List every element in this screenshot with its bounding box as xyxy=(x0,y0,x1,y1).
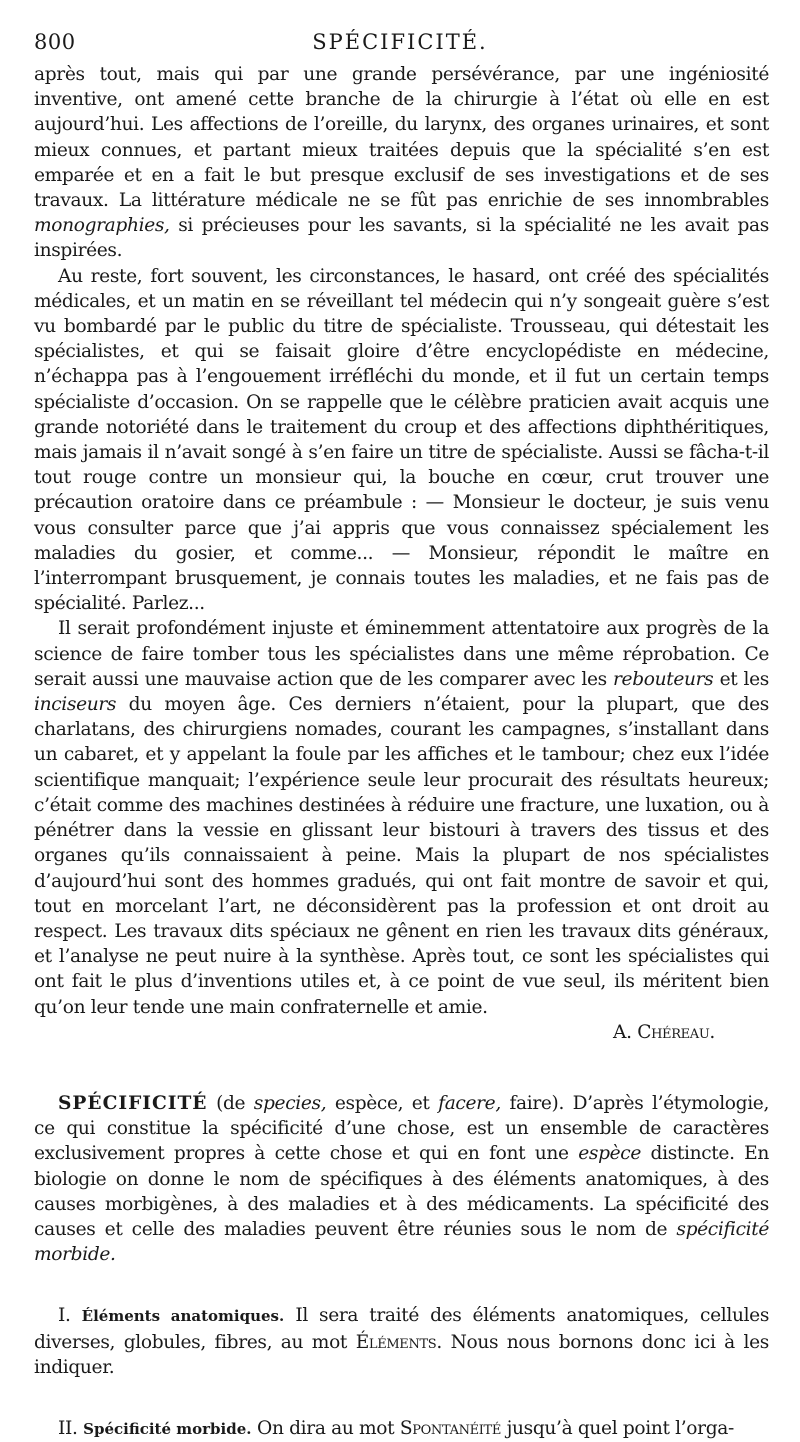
entry-paragraph xyxy=(34,1091,769,1267)
paragraph xyxy=(34,616,769,1019)
section-number: II. xyxy=(58,1417,78,1439)
spacer xyxy=(34,1380,769,1416)
paragraph-text: et les xyxy=(719,668,769,690)
paragraph-text: espèce, et xyxy=(334,1092,430,1114)
paragraph: Au reste, fort souvent, les circonstances, le hasard, ont créé des spécialités médicales, et un matin en se réveillant tel médecin qui n’y songeait guère s’est vu bombardé par le public du titre de spécialiste. Trousseau, qui détestait les spécialistes, et qui se faisait gloire d’être encyclopédiste en médecine, n’échappa pas à l’engouement irréfléchi du monde, et il fut un certain temps spécialiste d’occasion. On se rappelle que le célèbre praticien avait acquis une grande notoriété dans le traitement du croup et des affections diphthéritiques, mais jamais il n’avait songé à s’en faire un titre de spécialiste. Aussi se fâcha-t-il tout rouge contre un monsieur qui, la bouche en cœur, crut trouver une précaution oratoire dans ce préambule : — Monsieur le docteur, je suis venu vous consulter parce que j’ai appris que vous connaissez spécialement les maladies du gosier, et comme... — Monsieur, répondit le maître en l’interrompant brusquement, je connais toutes les maladies, et ne fais pas de spécialité. Parlez... xyxy=(34,265,769,615)
paragraph-text: faire). D’après l’étymologie, ce qui constitue la spécificité d’une chose, est un ensemble de caractères exclusivement propres à cette chose et qui en font une xyxy=(34,1092,770,1165)
italic-term: spécificité morbide. xyxy=(34,1218,770,1266)
running-title: SPÉCIFICITÉ. xyxy=(312,30,488,54)
italic-term: inciseurs xyxy=(34,694,117,716)
section-title: Spécificité morbide. xyxy=(83,1419,252,1438)
italic-term: espèce xyxy=(578,1143,641,1165)
cross-reference: Spontanéité xyxy=(399,1417,502,1439)
paragraph-text: distincte. En biologie on donne le nom de spécifiques à des éléments anatomiques, à des causes morbigènes, à des maladies et à des médicaments. La spécificité des causes et celle des maladies peuvent être réunies sous le nom de xyxy=(34,1143,770,1240)
paragraph-text: On dira au mot xyxy=(257,1417,395,1439)
paragraph-text: Il sera traité des éléments anatomiques, cellules diverses, globules, fibres, au mot xyxy=(34,1305,770,1353)
paragraph xyxy=(34,62,769,264)
author-signature xyxy=(34,1020,769,1045)
italic-term: monographies, xyxy=(34,215,170,237)
paragraph-text: après tout, mais qui par une grande persévérance, par une ingéniosité inventive, ont amené cette branche de la chirurgie à l’état où elle en est aujourd’hui. Les affections de l’oreille, du larynx, des organes urinaires, et sont mieux connues, et partant mieux traitées depuis que la spécialité s’en est emparée et en a fait le but presque exclusif de ses investigations et de ses travaux. La littérature médicale ne se fût pas enrichie de ses innombrables xyxy=(34,64,769,212)
page-number: 800 xyxy=(34,30,76,54)
paragraph-text: jusqu’à quel point l’orga- xyxy=(506,1417,734,1439)
author-name: A. Chéreau. xyxy=(613,1021,715,1043)
paragraph-text: si précieuses pour les savants, si la spécialité ne les avait pas inspirées. xyxy=(34,215,769,262)
paragraph-text: (de xyxy=(216,1092,246,1114)
spacer xyxy=(34,1267,769,1303)
paragraph-text: Nous nous bornons donc ici à les indiquer. xyxy=(34,1331,769,1378)
section-title: Éléments anatomiques. xyxy=(81,1307,285,1326)
page-body xyxy=(34,62,769,1442)
cross-reference: Éléments. xyxy=(355,1331,442,1353)
paragraph-text: du moyen âge. Ces derniers n’étaient, pour la plupart, que des charlatans, des chirurgiens nomades, courant les campagnes, s’installant dans un cabaret, et y appelant la foule par les affiches et le tambour; chez eux l’idée scientifique manquait; l’expérience seule leur procurait des résultats heureux; c’était comme des machines destinées à réduire une fracture, une luxation, ou à pénétrer dans la vessie en glissant leur bistouri à travers des tissus et des organes qu’ils connaissaient à peine. Mais la plupart de nos spécialistes d’aujourd’hui sont des hommes gradués, qui ont fait montre de savoir et qui, tout en morcelant l’art, ne déconsidèrent pas la profession et ont droit au respect. Les travaux dits spéciaux ne gênent en rien les travaux dits généraux, et l’analyse ne peut nuire à la synthèse. Après tout, ce sont les spécialistes qui ont fait le plus d’inventions utiles et, à ce point de vue seul, ils méritent bien qu’on leur tende une main confraternelle et amie. xyxy=(34,694,770,1018)
entry-headword: SPÉCIFICITÉ xyxy=(58,1092,208,1114)
section-number: I. xyxy=(58,1305,71,1327)
section-paragraph xyxy=(34,1416,769,1442)
italic-term: species, xyxy=(253,1092,327,1114)
italic-term: rebouteurs xyxy=(613,668,714,690)
section-paragraph xyxy=(34,1303,769,1380)
running-head xyxy=(30,30,770,60)
italic-term: facere, xyxy=(438,1092,501,1114)
paragraph-text: Il serait profondément injuste et éminemment attentatoire aux progrès de la science de faire tomber tous les spécialistes dans une même réprobation. Ce serait aussi une mauvaise action que de les comparer avec les xyxy=(34,618,769,690)
spacer xyxy=(34,1045,769,1091)
